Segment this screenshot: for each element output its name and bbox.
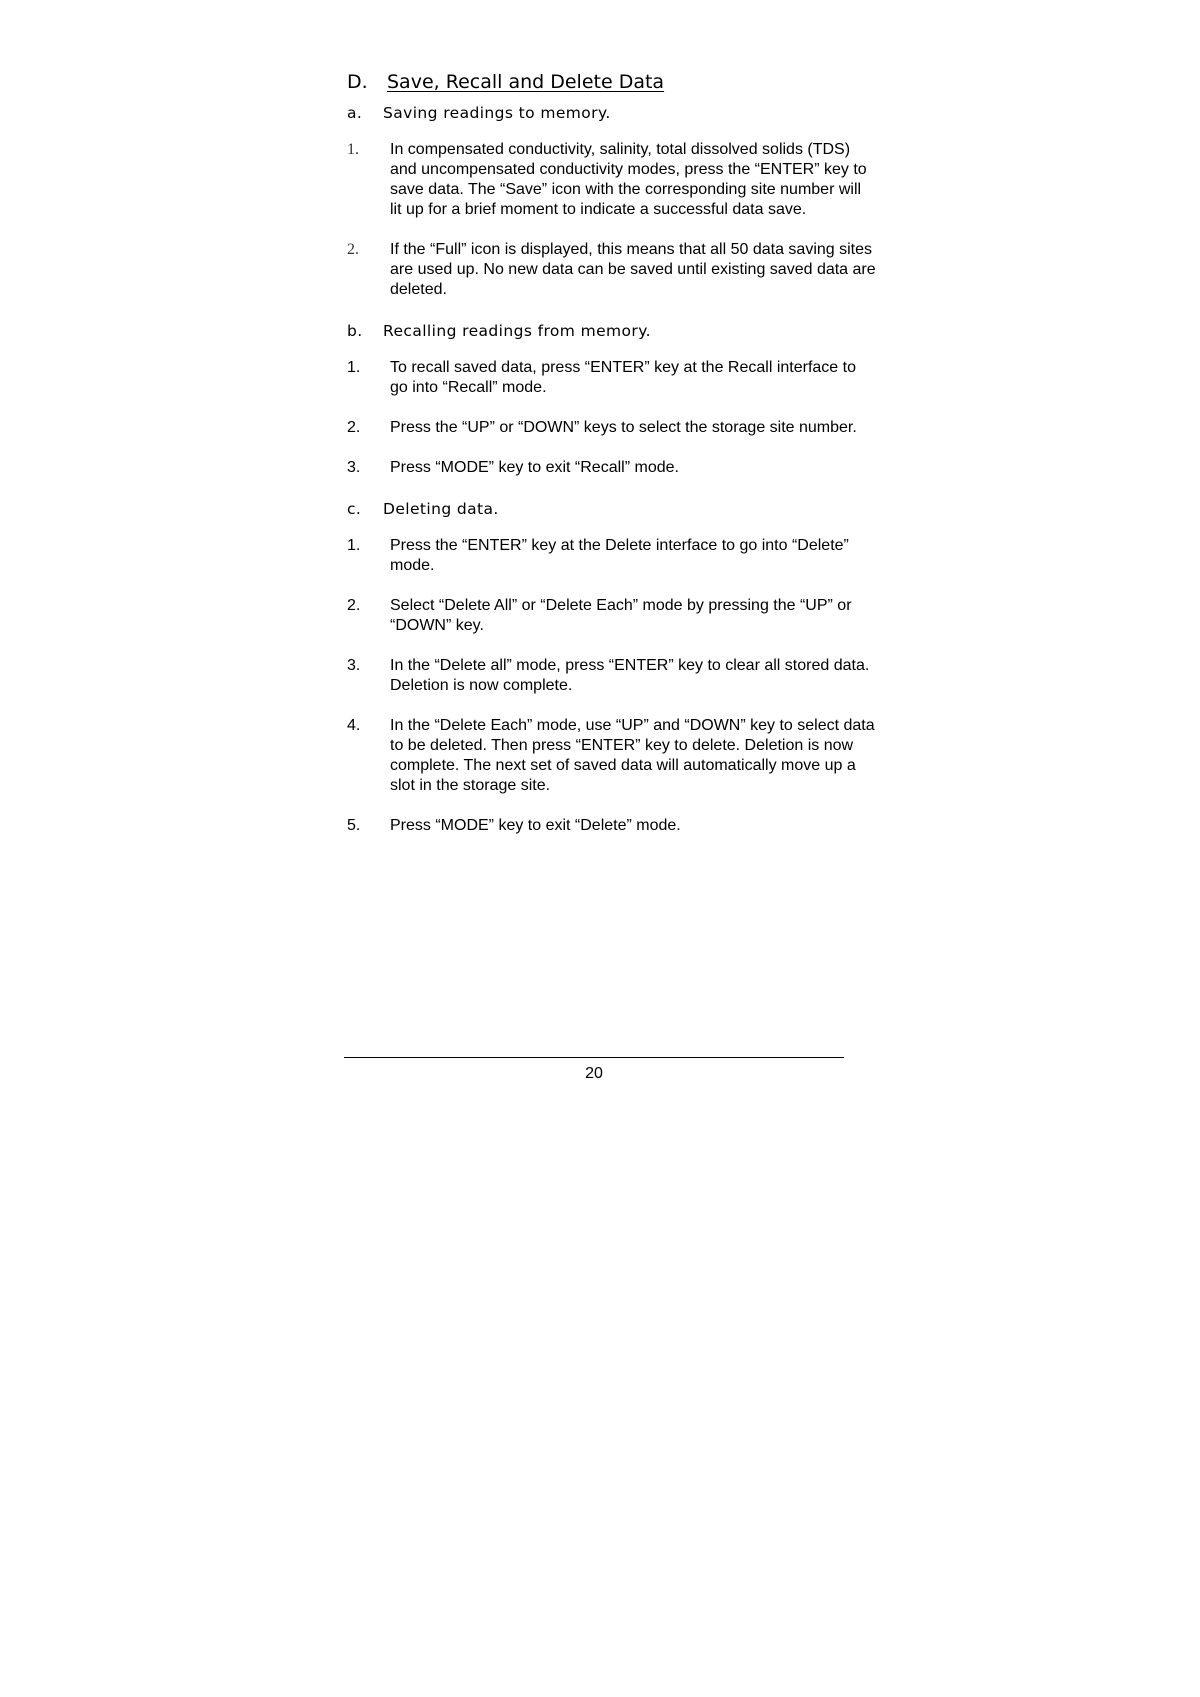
item-text: If the “Full” icon is displayed, this means that all 50 data saving sites are used up. No new data can be saved until existing saved data are deleted. — [390, 241, 876, 298]
item-text: Select “Delete All” or “Delete Each” mode by pressing the “UP” or “DOWN” key. — [390, 597, 852, 634]
section-letter: D. — [347, 71, 368, 93]
item-text: In the “Delete Each” mode, use “UP” and “DOWN” key to select data to be deleted. Then press “ENTER” key to delete. Deletion is now complete. The next set of saved data will automatically move up a slot in the storage site. — [390, 717, 875, 794]
list-item — [347, 596, 877, 636]
list-item — [347, 240, 877, 300]
list-item — [347, 536, 877, 576]
item-number: 3. — [347, 657, 361, 674]
item-text: Press “MODE” key to exit “Delete” mode. — [390, 817, 681, 834]
section-title: Save, Recall and Delete Data — [387, 71, 665, 93]
manual-page — [347, 70, 877, 856]
item-number: 2. — [347, 597, 361, 614]
subsection-title: Recalling readings from memory. — [383, 322, 651, 340]
item-text: In compensated conductivity, salinity, total dissolved solids (TDS) and uncompensated conductivity modes, press the “ENTER” key to save data. The “Save” icon with the corresponding site number will lit up for a brief moment to indicate a successful data save. — [390, 141, 867, 218]
list-item — [347, 716, 877, 796]
list-item — [347, 418, 877, 438]
list-item — [347, 140, 877, 220]
page-number: 20 — [585, 1065, 603, 1082]
subsection-title: Saving readings to memory. — [383, 104, 611, 122]
item-number: 5. — [347, 817, 361, 834]
item-text: Press “MODE” key to exit “Recall” mode. — [390, 459, 679, 476]
item-text: In the “Delete all” mode, press “ENTER” key to clear all stored data. Deletion is now complete. — [390, 657, 870, 694]
list-item — [347, 358, 877, 398]
subsection-letter: a. — [347, 104, 363, 122]
item-number: 1. — [347, 141, 359, 158]
item-number: 3. — [347, 459, 361, 476]
item-number: 4. — [347, 717, 361, 734]
subsection-heading-deleting — [347, 498, 877, 520]
subsection-heading-recalling — [347, 320, 877, 342]
item-number: 1. — [347, 359, 361, 376]
list-item — [347, 656, 877, 696]
item-text: Press the “ENTER” key at the Delete interface to go into “Delete” mode. — [390, 537, 849, 574]
section-heading — [347, 70, 877, 94]
subsection-title: Deleting data. — [383, 500, 499, 518]
item-text: Press the “UP” or “DOWN” keys to select the storage site number. — [390, 419, 857, 436]
item-number: 1. — [347, 537, 361, 554]
list-item — [347, 816, 877, 836]
subsection-heading-saving — [347, 102, 877, 124]
subsection-letter: c. — [347, 500, 362, 518]
list-item — [347, 458, 877, 478]
footer-divider — [344, 1057, 844, 1058]
subsection-letter: b. — [347, 322, 363, 340]
item-text: To recall saved data, press “ENTER” key at the Recall interface to go into “Recall” mode. — [390, 359, 856, 396]
item-number: 2. — [347, 241, 359, 258]
item-number: 2. — [347, 419, 361, 436]
